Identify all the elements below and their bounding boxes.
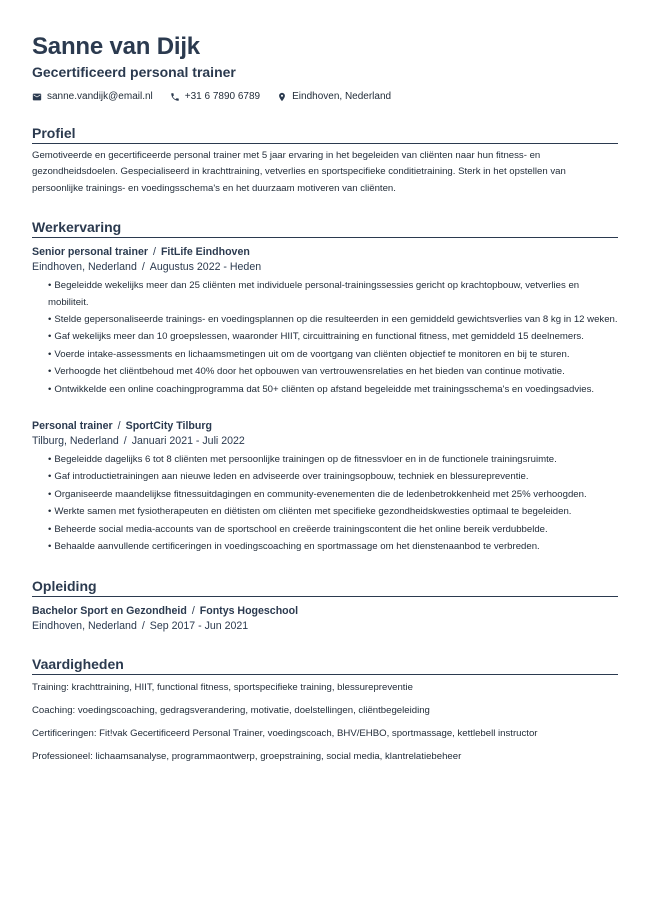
contact-email[interactable] — [32, 90, 153, 103]
bullet-item: • Verhoogde het cliëntbehoud met 40% door het opbouwen van vertrouwensrelaties en het bieden van continue motivatie. — [48, 364, 618, 380]
phone-text[interactable]: +31 6 7890 6789 — [184, 91, 261, 102]
separator: / — [141, 619, 145, 632]
skill-line: Training: krachttraining, HIIT, functional fitness, sportspecifieke training, blessurepreventie — [32, 681, 413, 693]
bullet-item: • Organiseerde maandelijkse fitnessuitdagingen en community-evenementen die de ledenbetrokkenheid met 25% verhoogden. — [48, 487, 618, 503]
education-entry — [32, 604, 618, 634]
job-header — [32, 419, 618, 434]
education-degree: Bachelor Sport en Gezondheid — [32, 604, 187, 617]
job-role: Senior personal trainer — [32, 246, 148, 259]
job-location: Eindhoven, Nederland — [32, 261, 137, 274]
separator: / — [117, 420, 121, 433]
bullet-item: • Gaf wekelijks meer dan 10 groepslessen, waaronder HIIT, circuittraining en functional fitness, met gemiddeld 15 deelnemers. — [48, 329, 618, 345]
job-period: Augustus 2022 - Heden — [149, 261, 262, 274]
bullet-item: • Gaf introductietrainingen aan nieuwe leden en adviseerde over trainingsopbouw, techniek en blessurepreventie. — [48, 469, 618, 485]
skills-heading: Vaardigheden — [32, 655, 618, 675]
bullet-item: • Begeleidde wekelijks meer dan 25 cliënten met individuele personal-trainingssessies gericht op krachtopbouw, vetverlies en mobiliteit. — [48, 278, 618, 311]
job-header — [32, 245, 618, 260]
profile-heading: Profiel — [32, 124, 618, 144]
contact-location — [277, 90, 391, 103]
skill-line: Coaching: voedingscoaching, gedragsverandering, motivatie, doelstellingen, cliëntbegeleiding — [32, 704, 430, 716]
separator: / — [152, 246, 156, 259]
location-pin-icon — [277, 92, 287, 102]
contact-bar — [32, 90, 618, 103]
skill-line: Certificeringen: Fit!vak Gecertificeerd Personal Trainer, voedingscoach, BHV/EHBO, sportmassage, kettlebell instructor — [32, 727, 538, 739]
resume-header — [32, 33, 618, 103]
bullet-item: • Begeleidde dagelijks 6 tot 8 cliënten met persoonlijke trainingen op de fitnessvloer en in de functionele trainingsruimte. — [48, 452, 618, 468]
education-location: Eindhoven, Nederland — [32, 619, 137, 632]
location-text: Eindhoven, Nederland — [292, 91, 392, 102]
education-heading: Opleiding — [32, 577, 618, 597]
education-period: Sep 2017 - Jun 2021 — [149, 619, 249, 632]
separator: / — [191, 604, 195, 617]
education-school: Fontys Hogeschool — [199, 604, 299, 617]
education-meta — [32, 619, 618, 634]
bullet-item: • Voerde intake-assessments en lichaamsmetingen uit om de voortgang van cliënten objectief te monitoren en bij te sturen. — [48, 347, 618, 363]
skill-line: Professioneel: lichaamsanalyse, programmaontwerp, groepstraining, social media, klantrelatiebeheer — [32, 750, 462, 762]
profile-text: Gemotiveerde en gecertificeerde personal trainer met 5 jaar ervaring in het begeleiden van cliënten naar hun fitness- en gezondheidsdoelen. Gespecialiseerd in krachttraining, vetverlies en sportspecifieke conditietraining. Sterk in het opstellen van persoonlijke trainings- en voedingsschema's en het duurzaam motiveren van cliënten. — [32, 150, 566, 194]
job-role: Personal trainer — [32, 420, 113, 433]
skills-list — [32, 681, 618, 763]
email-icon — [32, 92, 42, 102]
separator: / — [141, 261, 145, 274]
contact-phone[interactable] — [170, 90, 260, 103]
experience-section — [32, 218, 618, 555]
skills-section — [32, 655, 618, 763]
job-entry — [32, 419, 618, 555]
bullet-item: • Stelde gepersonaliseerde trainings- en voedingsplannen op die resulteerden in een gemiddeld gewichtsverlies van 8 kg in 12 weken. — [48, 312, 618, 328]
separator: / — [123, 435, 127, 448]
job-location: Tilburg, Nederland — [32, 435, 119, 448]
email-text[interactable]: sanne.vandijk@email.nl — [47, 91, 153, 102]
bullet-item: • Beheerde social media-accounts van de sportschool en creëerde trainingscontent die het online bereik verdubbelde. — [48, 522, 618, 538]
bullet-item: • Behaalde aanvullende certificeringen in voedingscoaching en sportmassage om het dienstenaanbod te verbreden. — [48, 539, 618, 555]
job-company: FitLife Eindhoven — [160, 246, 250, 259]
phone-icon — [170, 92, 180, 102]
job-meta — [32, 434, 618, 449]
education-header — [32, 604, 618, 619]
bullet-item: • Werkte samen met fysiotherapeuten en diëtisten om cliënten met specifieke gezondheidskwesties optimaal te begeleiden. — [48, 504, 618, 520]
education-section — [32, 577, 618, 634]
bullet-item: • Ontwikkelde een online coachingprogramma dat 50+ cliënten op afstand begeleidde met trainingsschema's en voedingsadvies. — [48, 382, 618, 398]
candidate-title: Gecertificeerd personal trainer — [32, 64, 236, 80]
experience-heading: Werkervaring — [32, 218, 618, 238]
job-meta — [32, 260, 618, 275]
profile-section — [32, 124, 618, 197]
job-period: Januari 2021 - Juli 2022 — [131, 435, 245, 448]
job-company: SportCity Tilburg — [125, 420, 212, 433]
job-bullets — [32, 452, 618, 555]
candidate-name: Sanne van Dijk — [32, 33, 200, 60]
job-entry — [32, 245, 618, 398]
job-bullets — [32, 278, 618, 398]
